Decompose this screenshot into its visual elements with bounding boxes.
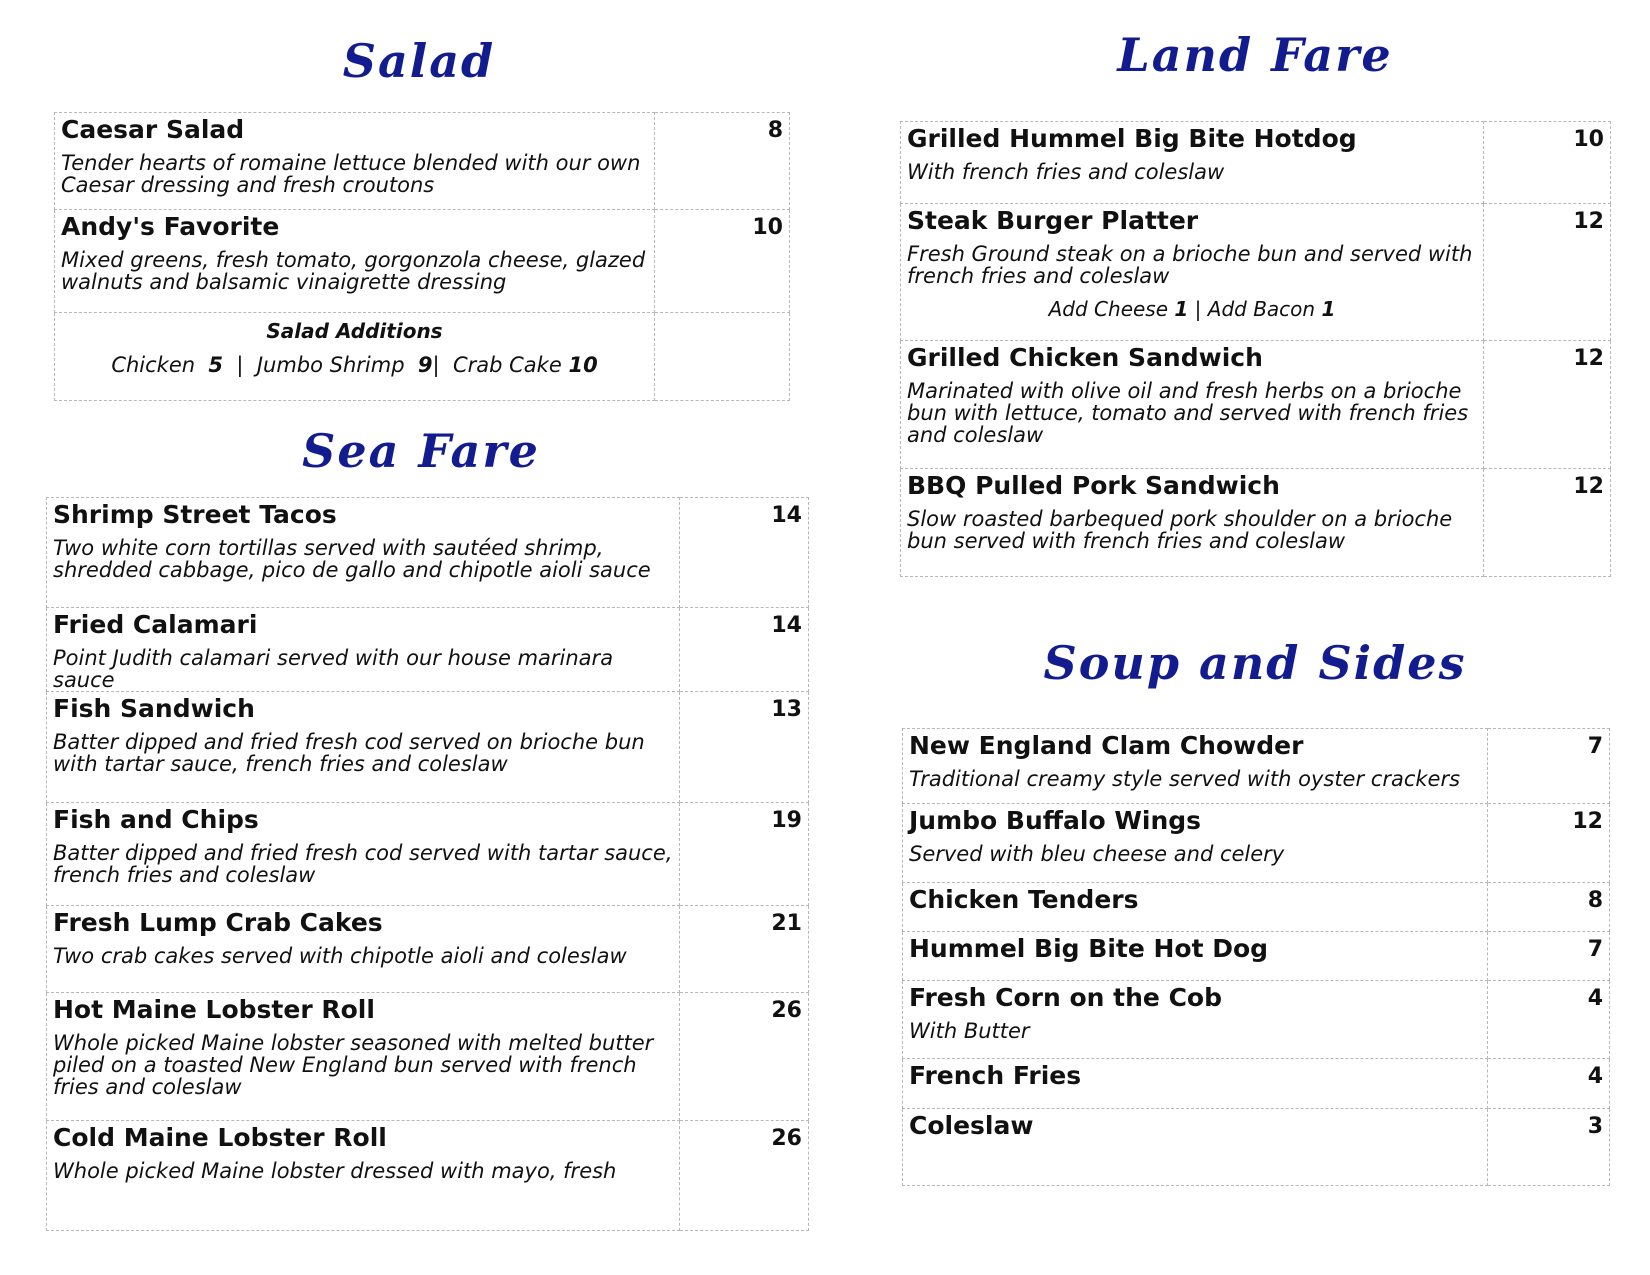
item-price: 10 (1573, 127, 1604, 152)
item-price: 21 (771, 911, 802, 936)
item-name: Jumbo Buffalo Wings (909, 806, 1202, 835)
item-description: Two crab cakes served with chipotle aioli and coleslaw (53, 944, 627, 968)
salad-additions-title: Salad Additions (266, 319, 443, 343)
item-description: Slow roasted barbequed pork shoulder on a brioche bun served with french fries and coleslaw (907, 507, 1453, 553)
menu-item (903, 981, 1610, 1059)
item-name: French Fries (909, 1061, 1082, 1090)
addition-name: Jumbo Shrimp (256, 353, 405, 377)
land-fare-heading: Land Fare (1117, 28, 1393, 82)
menu-item (55, 113, 790, 210)
menu-item (903, 1109, 1610, 1186)
item-name: Fresh Lump Crab Cakes (53, 908, 383, 937)
soup-sides-table (902, 728, 1610, 1186)
item-description: Batter dipped and fried fresh cod served on brioche bun with tartar sauce, french fries and coleslaw (53, 730, 645, 776)
addition-price: 9 (417, 353, 433, 377)
item-name: Shrimp Street Tacos (53, 500, 337, 529)
item-price: 3 (1587, 1114, 1603, 1139)
item-description: Whole picked Maine lobster dressed with mayo, fresh (53, 1159, 617, 1183)
item-price: 12 (1573, 209, 1604, 234)
addon-price: 1 (1321, 297, 1336, 321)
item-name: Andy's Favorite (61, 212, 280, 241)
item-name: Grilled Chicken Sandwich (907, 343, 1263, 372)
addition-name: Chicken (111, 353, 196, 377)
item-description: With Butter (909, 1019, 1030, 1043)
menu-item (903, 932, 1610, 981)
item-name: Chicken Tenders (909, 885, 1139, 914)
addon-price: 1 (1174, 297, 1189, 321)
land-fare-table (900, 121, 1611, 577)
item-price: 10 (752, 215, 783, 240)
item-price: 26 (771, 1126, 802, 1151)
burger-addons: Add Cheese 1 | Add Bacon 1 (1048, 297, 1336, 321)
item-price: 26 (771, 998, 802, 1023)
item-price: 14 (771, 503, 802, 528)
item-name: Fresh Corn on the Cob (909, 983, 1223, 1012)
addition-price: 5 (208, 353, 224, 377)
menu-item (903, 883, 1610, 932)
item-name: Steak Burger Platter (907, 206, 1199, 235)
item-description: Point Judith calamari served with our house marinara sauce (53, 646, 614, 692)
salad-heading: Salad (342, 34, 496, 88)
menu-item (903, 1059, 1610, 1109)
item-description: Marinated with olive oil and fresh herbs on a brioche bun with lettuce, tomato and served with french fries and coleslaw (907, 379, 1469, 447)
item-price: 12 (1573, 346, 1604, 371)
item-price: 12 (1572, 809, 1603, 834)
sea-fare-table (46, 497, 809, 1231)
item-name: New England Clam Chowder (909, 731, 1304, 760)
menu-item (903, 729, 1610, 804)
salad-additions-list: Chicken 5 | Jumbo Shrimp 9| Crab Cake 10 (111, 353, 598, 377)
addition-price: 10 (568, 353, 598, 377)
menu-item (901, 469, 1611, 577)
addition-name: Crab Cake (452, 353, 562, 377)
menu-item (903, 804, 1610, 883)
item-description: Whole picked Maine lobster seasoned with melted butter piled on a toasted New England bun served with french fries and coleslaw (53, 1031, 654, 1099)
item-price: 4 (1587, 986, 1603, 1011)
item-name: Fish and Chips (53, 805, 259, 834)
menu-item (47, 608, 809, 692)
menu-item (47, 906, 809, 993)
menu-item (901, 204, 1611, 341)
item-name: Caesar Salad (61, 115, 245, 144)
item-price: 4 (1587, 1064, 1603, 1089)
item-price: 19 (771, 808, 802, 833)
item-price: 8 (1587, 888, 1603, 913)
item-name: BBQ Pulled Pork Sandwich (907, 471, 1280, 500)
sea-fare-heading: Sea Fare (302, 424, 540, 478)
item-price: 7 (1587, 937, 1603, 962)
item-name: Fish Sandwich (53, 694, 255, 723)
menu-item (901, 122, 1611, 204)
menu-item (47, 993, 809, 1121)
soup-and-sides-heading: Soup and Sides (1043, 636, 1467, 690)
menu-item (47, 498, 809, 608)
item-name: Fried Calamari (53, 610, 258, 639)
menu-item (47, 1121, 809, 1231)
item-description: Mixed greens, fresh tomato, gorgonzola cheese, glazed walnuts and balsamic vinaigrette dressing (61, 248, 646, 294)
item-price: 14 (771, 613, 802, 638)
item-price: 13 (771, 697, 802, 722)
item-price: 7 (1587, 734, 1603, 759)
item-price: 8 (767, 118, 783, 143)
menu-item (901, 341, 1611, 469)
item-name: Coleslaw (909, 1111, 1034, 1140)
item-description: With french fries and coleslaw (907, 160, 1225, 184)
addon-name: Add Cheese (1048, 297, 1169, 321)
addon-name: Add Bacon (1207, 297, 1316, 321)
salad-additions-row (55, 313, 790, 401)
item-name: Cold Maine Lobster Roll (53, 1123, 387, 1152)
menu-item (55, 210, 790, 313)
menu-item (47, 803, 809, 906)
salad-table (54, 112, 790, 401)
menu-item (47, 692, 809, 803)
item-description: Two white corn tortillas served with sautéed shrimp, shredded cabbage, pico de gallo and chipotle aioli sauce (53, 536, 651, 582)
item-price: 12 (1573, 474, 1604, 499)
item-description: Fresh Ground steak on a brioche bun and served with french fries and coleslaw (907, 242, 1473, 288)
item-description: Served with bleu cheese and celery (909, 842, 1285, 866)
item-name: Grilled Hummel Big Bite Hotdog (907, 124, 1357, 153)
item-name: Hot Maine Lobster Roll (53, 995, 375, 1024)
item-description: Tender hearts of romaine lettuce blended with our own Caesar dressing and fresh croutons (61, 151, 641, 197)
item-name: Hummel Big Bite Hot Dog (909, 934, 1269, 963)
item-description: Batter dipped and fried fresh cod served with tartar sauce, french fries and coleslaw (53, 841, 673, 887)
item-description: Traditional creamy style served with oyster crackers (909, 767, 1461, 791)
